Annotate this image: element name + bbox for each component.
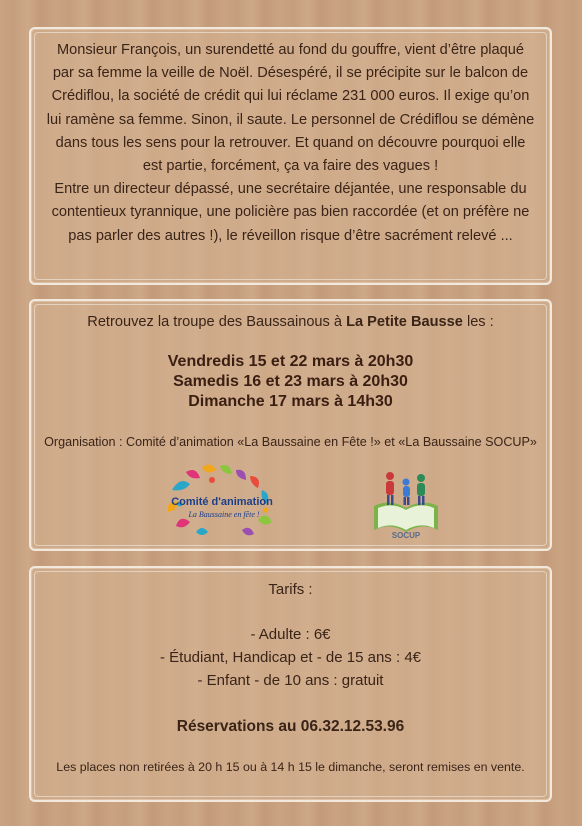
synopsis-paragraph-2: Entre un directeur dépassé, une secrétaire déjantée, une responsable du contentieux tyrannique, une policière pas bien raccordée (et on préfère ne pas parler des autres !), le réveillon risque d’être sacrément relevé ... [51,181,530,244]
price-list [41,623,540,692]
synopsis-text [45,39,536,248]
date-line: Dimanche 17 mars à 14h30 [188,393,393,410]
price-item: - Adulte : 6€ [250,626,331,643]
comite-animation-logo [162,460,282,540]
price-item: - Étudiant, Handicap et - de 15 ans : 4€ [160,649,421,666]
intro-prefix: Retrouvez la troupe des Baussainous à [87,314,347,330]
dates-list [41,352,540,412]
date-line: Vendredis 15 et 22 mars à 20h30 [167,353,414,370]
tarifs-panel [29,566,552,802]
logo1-line2: La Baussaine en fête ! [188,510,260,519]
synopsis-panel [29,27,552,285]
tarifs-title: Tarifs : [268,581,313,598]
synopsis-paragraph-1: Monsieur François, un surendetté au fond du gouffre, vient d’être plaqué par sa femme la veille de Noël. Désespéré, il se précipite sur le balcon de Crédiflou, la société de crédit qui lui réclame 231 000 euros. Il exige qu’on lui ramène sa femme. Sinon, il saute. Le personnel de Crédiflou se démène dans tous les sens pour la retrouver. Et quand on découvre pourquoi elle est partie, forcément, ça va faire des vagues ! [46,42,535,175]
logos-row [41,460,540,540]
resale-note: Les places non retirées à 20 h 15 ou à 14 h 15 le dimanche, seront remises en vente. [56,760,525,774]
schedule-panel [29,299,552,551]
schedule-intro [41,311,540,333]
logo2-label: SOCUP [391,531,421,540]
price-item: - Enfant - de 10 ans : gratuit [197,672,384,689]
reservation-line: Réservations au 06.32.12.53.96 [176,718,405,735]
organisation-text: Organisation : Comité d’animation «La Baussaine en Fête !» et «La Baussaine SOCUP» [44,435,537,449]
date-line: Samedis 16 et 23 mars à 20h30 [173,373,408,390]
venue-name: La Petite Bausse [346,314,463,330]
logo1-line1: Comité d'animation [171,496,273,508]
socup-logo [366,460,446,540]
intro-suffix: les : [462,314,494,330]
